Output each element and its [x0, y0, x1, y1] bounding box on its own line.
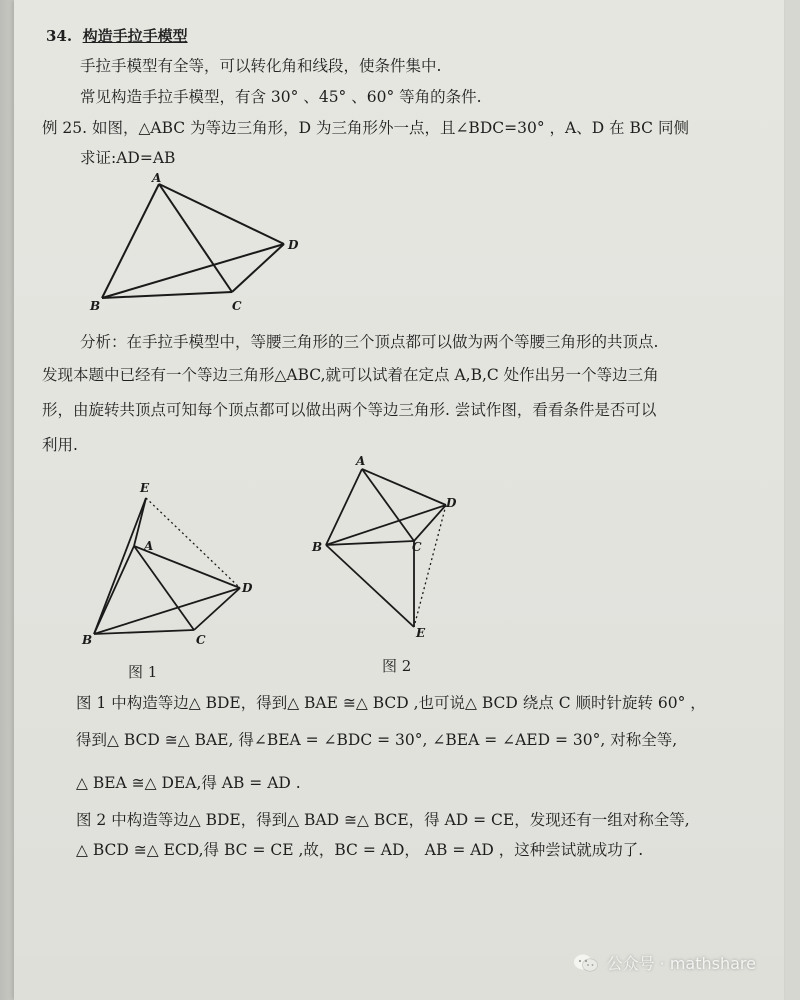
label-c: C — [232, 299, 242, 313]
fig1-edge-de-dashed — [146, 498, 240, 588]
edge-ad — [159, 184, 284, 244]
analysis-line-2: 发现本题中已经有一个等边三角形△ABC,就可以试着在定点 A,B,C 处作出另一个等边三角 — [42, 366, 659, 384]
watermark-text: 公众号 · mathshare — [606, 954, 756, 973]
section-number: 34. — [46, 27, 73, 45]
analysis-line-1: 分析：在手拉手模型中，等腰三角形的三个顶点都可以做为两个等腰三角形的共顶点. — [80, 333, 659, 351]
fig1-label-c: C — [196, 633, 206, 646]
solution-line-5: △ BCD ≅△ ECD,得 BC = CE ,故，BC = AD， AB = AD ，这种尝试就成功了. — [76, 841, 644, 859]
edge-ac — [159, 184, 232, 292]
edge-ab — [102, 184, 159, 298]
label-b: B — [90, 299, 101, 313]
fig1-label-b: B — [82, 633, 93, 646]
fig1-edge-cd — [194, 588, 240, 630]
example-label: 例 25. — [42, 119, 88, 137]
fig2-edge-be — [326, 545, 414, 627]
example-statement — [42, 118, 689, 138]
analysis-line-3: 形，由旋转共顶点可知每个顶点都可以做出两个等边三角形. 尝试作图，看看条件是否可以 — [42, 401, 657, 419]
fig2-label-a: A — [356, 455, 366, 468]
section-heading — [46, 26, 188, 46]
fig2-label-e: E — [416, 626, 426, 640]
watermark — [573, 951, 756, 974]
fig1-label-a: A — [144, 539, 154, 553]
solution-line-1: 图 1 中构造等边△ BDE，得到△ BAE ≅△ BCD ,也可说△ BCD 绕点 C 顺时针旋转 60° ， — [76, 694, 706, 712]
figure-1-caption: 图 1 — [128, 663, 158, 681]
section-title: 构造手拉手模型 — [82, 27, 188, 45]
solution-line-3: △ BEA ≅△ DEA,得 AB = AD . — [76, 774, 301, 792]
fig1-edge-bc — [94, 630, 194, 634]
fig1-label-d: D — [242, 581, 253, 595]
figure-1 — [78, 478, 278, 646]
edge-bd — [102, 244, 284, 298]
solution-line-2: 得到△ BCD ≅△ BAE, 得∠BEA = ∠BDC = 30°, ∠BEA = ∠AED = 30°, 对称全等, — [76, 731, 678, 749]
example-text: 如图，△ABC 为等边三角形，D 为三角形外一点，且∠BDC=30° ，A、D 在 BC 同侧 — [92, 119, 689, 137]
figure-2 — [296, 455, 476, 643]
label-d: D — [288, 238, 299, 252]
fig2-edge-bc — [326, 541, 414, 545]
analysis-line-4: 利用. — [42, 436, 78, 454]
main-figure — [74, 170, 334, 320]
fig2-label-b: B — [312, 540, 323, 554]
wechat-icon — [573, 953, 599, 973]
fig1-label-e: E — [140, 481, 150, 495]
intro-line-2: 常见构造手拉手模型，有含 30° 、45° 、60° 等角的条件. — [80, 88, 482, 106]
fig1-edge-be — [94, 498, 146, 634]
label-a: A — [152, 171, 162, 185]
textbook-page — [14, 0, 784, 1000]
solution-line-4: 图 2 中构造等边△ BDE，得到△ BAD ≅△ BCE，得 AD = CE，发现还有一组对称全等, — [76, 811, 690, 829]
fig2-label-d: D — [446, 496, 457, 510]
prove-statement: 求证:AD=AB — [80, 149, 176, 167]
intro-line-1: 手拉手模型有全等，可以转化角和线段，使条件集中. — [80, 57, 442, 75]
fig1-edge-bd — [94, 588, 240, 634]
fig2-label-c: C — [412, 540, 422, 554]
fig2-edge-ab — [326, 469, 362, 545]
figure-2-caption: 图 2 — [382, 657, 412, 675]
